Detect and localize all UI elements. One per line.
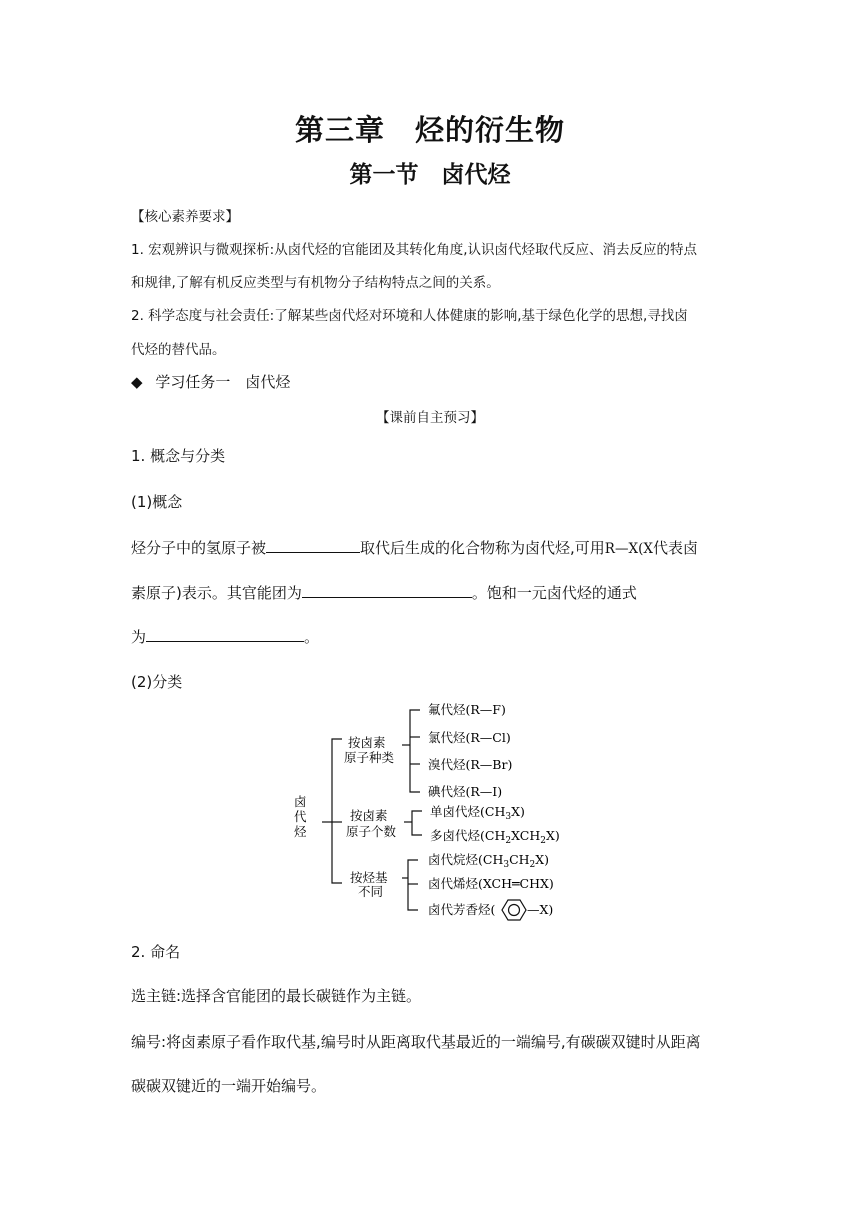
preview-heading: 【课前自主预习】 bbox=[376, 410, 484, 426]
diagram-group1-line2: 原子种类 bbox=[344, 750, 395, 765]
diagram-haloalkene: 卤代烯烃(XCH═CHX) bbox=[428, 876, 554, 891]
diagram-bromo: 溴代烃(R—Br) bbox=[428, 757, 513, 772]
answer-blank-1[interactable] bbox=[266, 536, 360, 553]
requirement-2-line1: 2. 科学态度与社会责任:了解某些卤代烃对环境和人体健康的影响,基于绿色化学的思想,寻找卤 bbox=[131, 308, 688, 324]
concept-line-3: 为 。 bbox=[131, 625, 319, 647]
concept-line-2: 素原子)表示。其官能团为 。饱和一元卤代烃的通式 bbox=[131, 581, 637, 603]
diagram-poly-halo: 多卤代烃$(CH_2XCH_2X)$ bbox=[430, 828, 560, 846]
requirements-heading: 【核心素养要求】 bbox=[131, 209, 239, 225]
concept-sub-heading: (1)概念 bbox=[131, 493, 183, 511]
answer-blank-2[interactable] bbox=[302, 581, 472, 598]
naming-line-1: 选主链:选择含官能团的最长碳链作为主链。 bbox=[131, 987, 422, 1005]
diamond-icon: ◆ bbox=[131, 373, 143, 391]
diagram-root-char-3: 烃 bbox=[294, 824, 307, 839]
diagram-root-char-2: 代 bbox=[294, 809, 307, 824]
benzene-ring-icon bbox=[502, 900, 526, 920]
classification-diagram bbox=[280, 695, 600, 925]
diagram-haloalkane: 卤代烷烃$(CH_3CH_2X)$ bbox=[428, 852, 550, 870]
diagram-fluoro: 氟代烃(R—F) bbox=[428, 702, 506, 717]
diagram-root-char-1: 卤 bbox=[294, 794, 307, 809]
task-heading bbox=[131, 371, 290, 392]
diagram-group3-line1: 按烃基 bbox=[350, 870, 388, 885]
chapter-title: 第三章 烃的衍生物 bbox=[294, 113, 565, 147]
diagram-group1-line1: 按卤素 bbox=[348, 735, 386, 750]
diagram-aryl-halide: 卤代芳香烃( bbox=[428, 902, 496, 917]
requirement-2-line2: 代烃的替代品。 bbox=[131, 342, 226, 358]
naming-line-3: 碳碳双键近的一端开始编号。 bbox=[131, 1077, 327, 1095]
concept-line-1: 烃分子中的氢原子被 取代后生成的化合物称为卤代烃,可用R—X(X代表卤 bbox=[131, 536, 698, 558]
diagram-iodo: 碘代烃(R—I) bbox=[428, 784, 503, 799]
diagram-chloro: 氯代烃(R—Cl) bbox=[428, 730, 511, 745]
requirement-1-line2: 和规律,了解有机反应类型与有机物分子结构特点之间的关系。 bbox=[131, 275, 500, 291]
diagram-mono-halo: 单卤代烃$(CH_3X)$ bbox=[430, 804, 525, 822]
diagram-aryl-halide-suffix: —X) bbox=[527, 902, 554, 917]
classification-heading: (2)分类 bbox=[131, 673, 183, 691]
naming-heading: 2. 命名 bbox=[131, 943, 181, 961]
diagram-group2-line2: 原子个数 bbox=[346, 824, 397, 839]
answer-blank-3[interactable] bbox=[146, 625, 304, 642]
diagram-group3-line2: 不同 bbox=[358, 884, 384, 899]
diagram-group2-line1: 按卤素 bbox=[350, 808, 388, 823]
naming-line-2: 编号:将卤素原子看作取代基,编号时从距离取代基最近的一端编号,有碳碳双键时从距离 bbox=[131, 1033, 701, 1051]
requirement-1-line1: 1. 宏观辨识与微观探析:从卤代烃的官能团及其转化角度,认识卤代烃取代反应、消去反应的特点 bbox=[131, 242, 698, 258]
concept-heading: 1. 概念与分类 bbox=[131, 447, 226, 465]
section-title: 第一节 卤代烃 bbox=[349, 162, 511, 188]
task-title: 学习任务一 卤代烃 bbox=[155, 373, 291, 391]
